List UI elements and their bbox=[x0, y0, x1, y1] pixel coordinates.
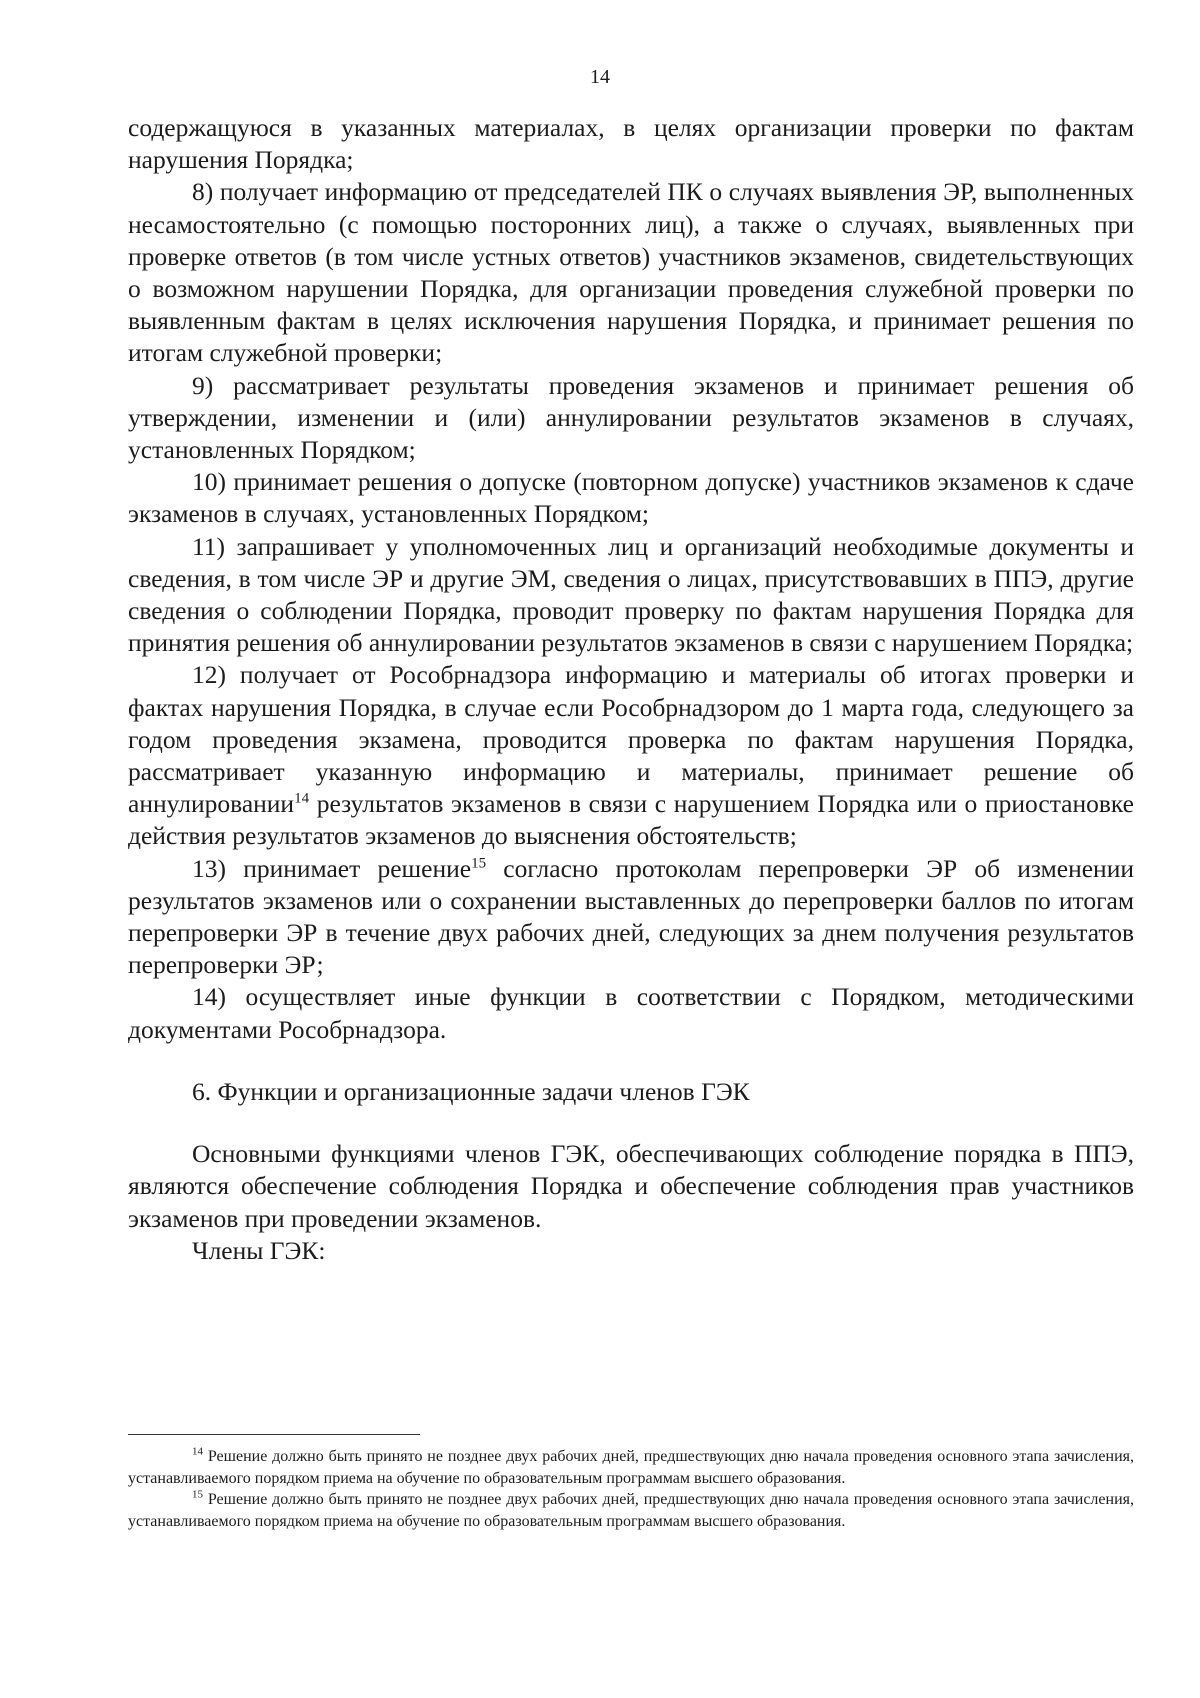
list-item-13 bbox=[128, 853, 1134, 982]
list-item-11: 11) запрашивает у уполномоченных лиц и организаций необходимые документы и сведения, в том числе ЭР и другие ЭМ, сведения о лицах, присутствовавших в ППЭ, другие сведения о соблюдении Порядка, проводит проверку по фактам нарушения Порядка для принятия решения об аннулировании результатов экзаменов в связи с нарушением Порядка; bbox=[128, 531, 1134, 658]
page-number: 14 bbox=[590, 66, 610, 88]
list-item-12-text-a: 12) получает от Рособрнадзора информацию и материалы об итогах проверки и фактах нарушения Порядка, в случае если Рособрнадзором до 1 марта года, следующего за годом проведения экзамена, проводится проверка по фактам нарушения Порядка, рассматривает указанную информацию и материалы, принимает решение об аннулировании bbox=[128, 660, 1134, 819]
footnotes bbox=[128, 1446, 1134, 1532]
footnote-15 bbox=[128, 1489, 1134, 1532]
list-item-13-text-b: согласно протоколам перепроверки ЭР об изменении результатов экзаменов или о сохранении выставленных до перепроверки баллов по итогам перепроверки ЭР в течение двух рабочих дней, следующих за днем получения результатов перепроверки ЭР; bbox=[128, 853, 1134, 980]
list-item-13-text-a: 13) принимает решение bbox=[192, 853, 472, 883]
paragraph-continuation: содержащуюся в указанных материалах, в целях организации проверки по фактам нарушения Порядка; bbox=[128, 113, 1134, 175]
section-heading: 6. Функции и организационные задачи членов ГЭК bbox=[192, 1076, 750, 1106]
footnote-15-text: Решение должно быть принято не позднее двух рабочих дней, предшествующих дню начала проведения основного этапа зачисления, устанавливаемого порядком приема на обучение по образовательным программам высшего образования. bbox=[128, 1491, 1134, 1530]
footnote-14-text: Решение должно быть принято не позднее двух рабочих дней, предшествующих дню начала проведения основного этапа зачисления, устанавливаемого порядком приема на обучение по образовательным программам высшего образования. bbox=[128, 1448, 1134, 1487]
footnote-ref-15: 15 bbox=[471, 855, 487, 872]
section-intro: Основными функциями членов ГЭК, обеспечивающих соблюдение порядка в ППЭ, являются обеспечение соблюдения Порядка и обеспечение соблюдения прав участников экзаменов при проведении экзаменов. bbox=[128, 1139, 1134, 1233]
footnote-mark-15: 15 bbox=[192, 1488, 203, 1501]
footnote-separator bbox=[128, 1434, 420, 1435]
list-item-9: 9) рассматривает результаты проведения экзаменов и принимает решения об утверждении, изменении и (или) аннулировании результатов экзаменов в случаях, установленных Порядком; bbox=[128, 370, 1134, 465]
list-item-14: 14) осуществляет иные функции в соответствии с Порядком, методическими документами Рособрнадзора. bbox=[128, 982, 1134, 1044]
section-members-label: Члены ГЭК: bbox=[192, 1235, 326, 1265]
list-item-12-text-b: результатов экзаменов в связи с нарушением Порядка или о приостановке действия результатов экзаменов до выяснения обстоятельств; bbox=[128, 789, 1134, 851]
document-body bbox=[128, 112, 1134, 1267]
footnote-mark-14: 14 bbox=[192, 1445, 203, 1458]
footnote-14 bbox=[128, 1446, 1134, 1489]
list-item-12 bbox=[128, 659, 1134, 852]
footnote-ref-14: 14 bbox=[294, 790, 310, 807]
list-item-8: 8) получает информацию от председателей ПК о случаях выявления ЭР, выполненных несамостоятельно (с помощью посторонних лиц), а также о случаях, выявленных при проверке ответов (в том числе устных ответов) участников экзаменов, свидетельствующих о возможном нарушении Порядка, для организации проведения служебной проверки по выявленным фактам в целях исключения нарушения Порядка, и принимает решения по итогам служебной проверки; bbox=[128, 177, 1134, 368]
list-item-10: 10) принимает решения о допуске (повторном допуске) участников экзаменов к сдаче экзаменов в случаях, установленных Порядком; bbox=[128, 467, 1134, 529]
